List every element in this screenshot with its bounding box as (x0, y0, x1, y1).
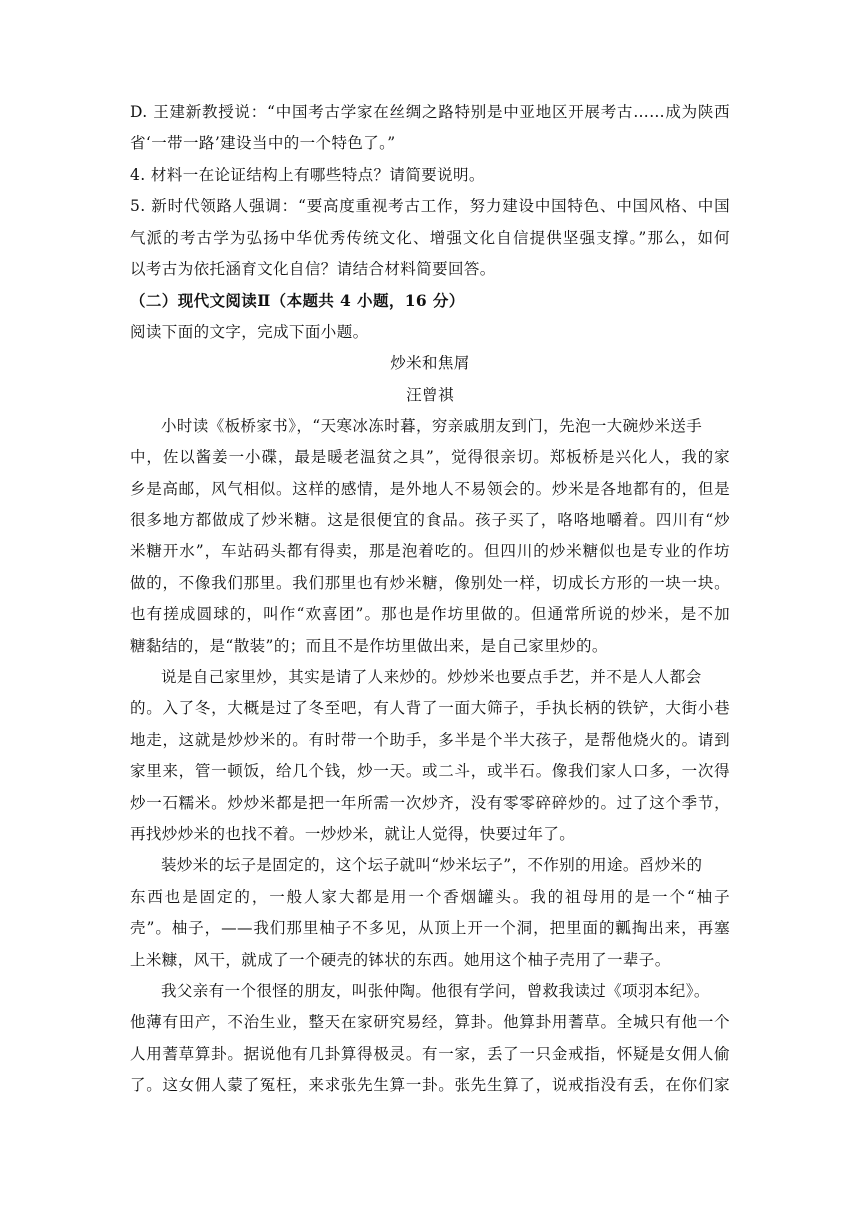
text-line: 阅读下面的文字，完成下面小题。 (130, 322, 369, 341)
paragraph-first-line: 装炒米的坛子是固定的，这个坛子就叫“炒米坛子”，不作别的用途。舀炒米的 (161, 856, 703, 875)
text-line: 东西也是固定的，一般人家大都是用一个香烟罐头。我的祖母用的是一个“柚子 (130, 887, 730, 906)
text-line: 做的，不像我们那里。我们那里也有炒米糖，像别处一样，切成长方形的一块一块。 (130, 573, 730, 592)
paragraph-first-line: 说是自己家里炒，其实是请了人来炒的。炒炒米也要点手艺，并不是人人都会 (161, 668, 702, 687)
text-line: 5. 新时代领路人强调：“要高度重视考古工作，努力建设中国特色、中国风格、中国 (130, 197, 730, 216)
text-line: 了。这女佣人蒙了冤枉，来求张先生算一卦。张先生算了，说戒指没有丢，在你们家 (130, 1076, 730, 1095)
text-line: 4. 材料一在论证结构上有哪些特点？请简要说明。 (130, 165, 485, 184)
text-line: 炒一石糯米。炒炒米都是把一年所需一次炒齐，没有零零碎碎炒的。过了这个季节， (130, 793, 730, 812)
text-line: 很多地方都做成了炒米糖。这是很便宜的食品。孩子买了，咯咯地嚼着。四川有“炒 (130, 511, 730, 530)
text-line: 家里来，管一顿饭，给几个钱，炒一天。或二斗，或半石。像我们家人口多，一次得 (130, 762, 730, 781)
article-author: 汪曾祺 (406, 385, 454, 404)
text-line: 也有搓成圆球的，叫作“欢喜团”。那也是作坊里做的。但通常所说的炒米，是不加 (130, 605, 730, 624)
text-line: 人用蓍草算卦。据说他有几卦算得极灵。有一家，丢了一只金戒指，怀疑是女佣人偷 (130, 1044, 730, 1063)
paragraph-first-line: 小时读《板桥家书》，“天寒冰冻时暮，穷亲戚朋友到门，先泡一大碗炒米送手 (161, 416, 703, 435)
text-line: 气派的考古学为弘扬中华优秀传统文化、增强文化自信提供坚强支撑。”那么，如何 (130, 228, 730, 247)
text-line: 他薄有田产，不治生业，整天在家研究易经，算卦。他算卦用蓍草。全城只有他一个 (130, 1013, 730, 1032)
text-line: 米糖开水”，车站码头都有得卖，那是泡着吃的。但四川的炒米糖似也是专业的作坊 (130, 542, 730, 561)
text-line: 上米糠，风干，就成了一个硬壳的钵状的东西。她用这个柚子壳用了一辈子。 (130, 950, 671, 969)
article-title: 炒米和焦屑 (390, 354, 470, 373)
paragraph-first-line: 我父亲有一个很怪的朋友，叫张仲陶。他很有学问，曾救我读过《项羽本纪》。 (161, 981, 710, 1000)
text-line: D. 王建新教授说：“中国考古学家在丝绸之路特别是中亚地区开展考古……成为陕西 (130, 103, 730, 121)
text-line: 中，佐以酱姜一小碟，最是暖老温贫之具”，觉得很亲切。郑板桥是兴化人，我的家 (130, 448, 730, 467)
text-line: 壳”。柚子，——我们那里柚子不多见，从顶上开一个洞，把里面的瓤掏出来，再塞 (130, 919, 730, 938)
text-line: 乡是高邮，风气相似。这样的感情，是外地人不易领会的。炒米是各地都有的，但是 (130, 479, 730, 498)
section-heading: （二）现代文阅读Ⅱ（本题共 4 小题，16 分） (130, 291, 465, 311)
text-line: 糖黏结的，是“散装”的；而且不是作坊里做出来，是自己家里炒的。 (130, 636, 608, 655)
document-page (130, 97, 730, 1102)
text-line: 以考古为依托涵育文化自信？请结合材料简要回答。 (130, 259, 496, 278)
text-line: 再找炒炒米的也找不着。一炒炒米，就让人觉得，快要过年了。 (130, 824, 576, 843)
text-line: 省‘一带一路’建设当中的一个特色了。” (130, 134, 396, 153)
text-line: 地走，这就是炒炒米的。有时带一个助手，多半是个半大孩子，是帮他烧火的。请到 (130, 730, 730, 749)
text-line: 的。入了冬，大概是过了冬至吧，有人背了一面大筛子，手执长柄的铁铲，大街小巷 (130, 699, 730, 718)
